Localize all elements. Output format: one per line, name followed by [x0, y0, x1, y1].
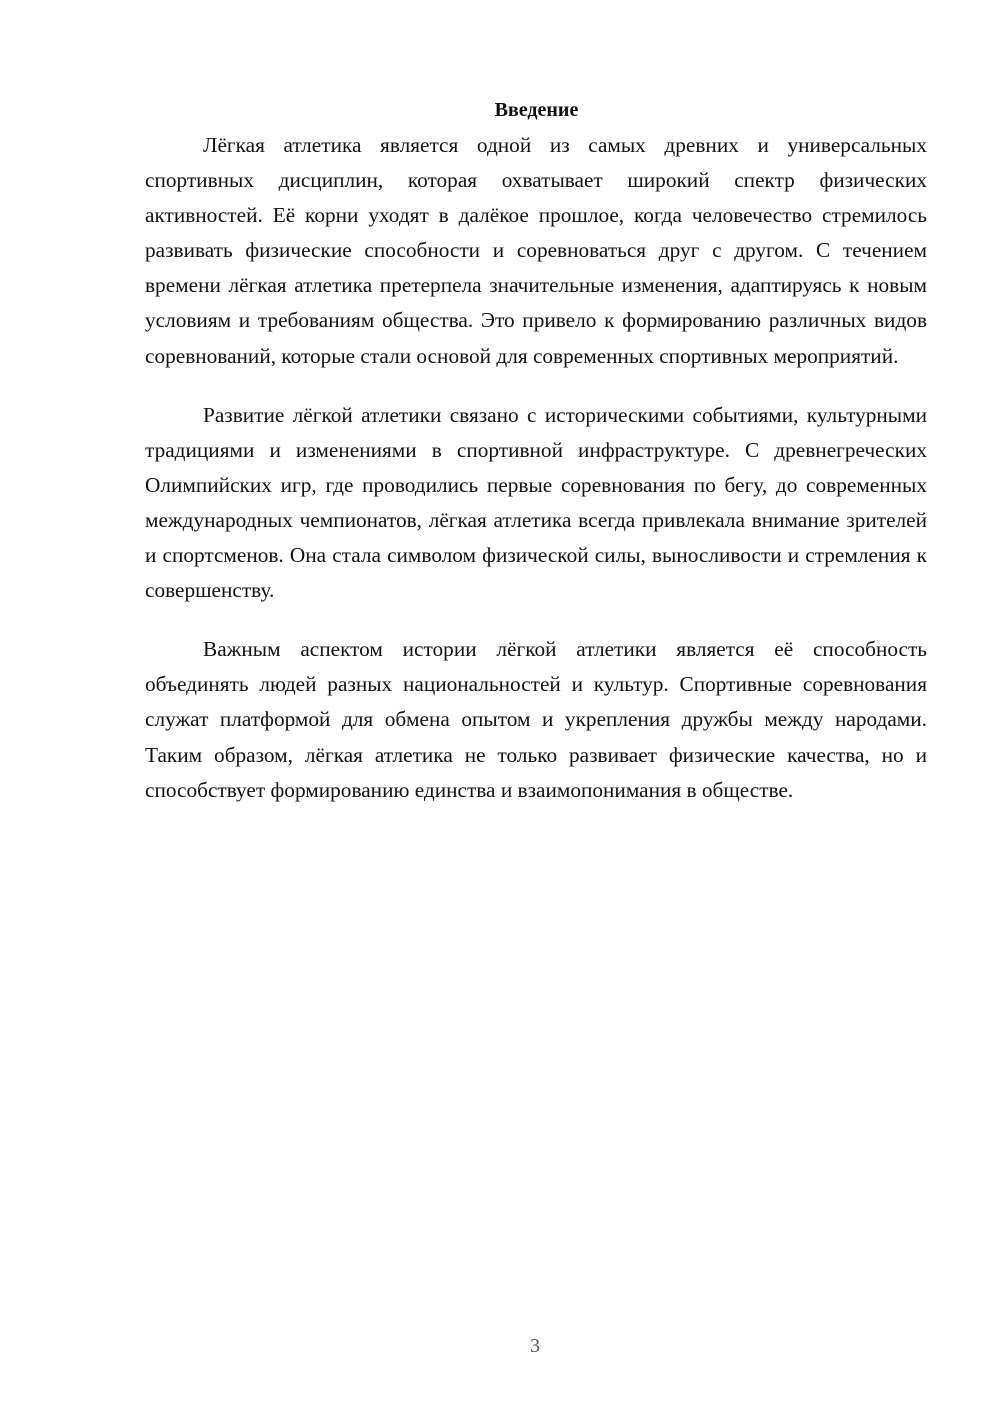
paragraph-3: Важным аспектом истории лёгкой атлетики является её способность объединять людей разных национальностей и культур. Спортивные соревнования служат платформой для обмена опытом и укрепления дружбы между народами. Таким образом, лёгкая атлетика не только развивает физические качества, но и способствует формированию единства и взаимопонимания в обществе. [145, 637, 927, 802]
paragraph-2: Развитие лёгкой атлетики связано с историческими событиями, культурными традициями и изменениями в спортивной инфраструктуре. С древнегреческих Олимпийских игр, где проводились первые соревнования по бегу, до современных международных чемпионатов, лёгкая атлетика всегда привлекала внимание зрителей и спортсменов. Она стала символом физической силы, выносливости и стремления к совершенству. [145, 402, 927, 603]
page-content [145, 95, 927, 832]
page-number: 3 [530, 1335, 540, 1357]
section-title: Введение [494, 99, 579, 121]
paragraph-1: Лёгкая атлетика является одной из самых древних и универсальных спортивных дисциплин, которая охватывает широкий спектр физических активностей. Её корни уходят в далёкое прошлое, когда человечество стремилось развивать физические способности и соревноваться друг с другом. С течением времени лёгкая атлетика претерпела значительные изменения, адаптируясь к новым условиям и требованиям общества. Это привело к формированию различных видов соревнований, которые стали основой для современных спортивных мероприятий. [145, 133, 927, 368]
